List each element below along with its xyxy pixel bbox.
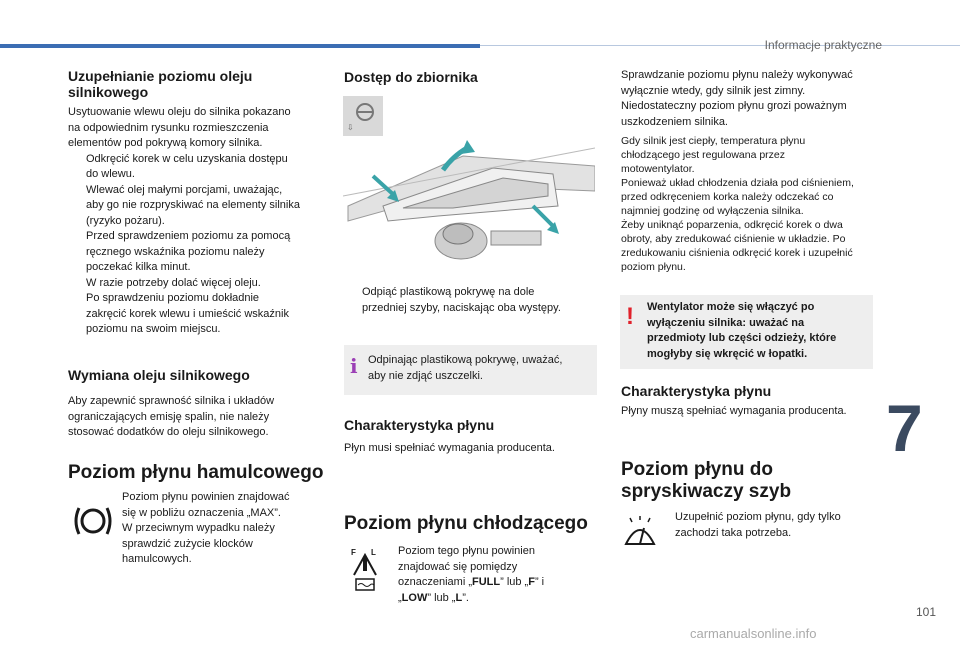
oil-change-text: Aby zapewnić sprawność silnika i układów ograniczających emisję spalin, nie należy stosować dodatków do oleju silnikowego. <box>68 395 275 438</box>
oil-change-title: Wymiana oleju silnikowego <box>68 367 250 383</box>
tank-access-step <box>344 285 594 316</box>
brake-warning-icon <box>72 502 114 540</box>
washer-title: Poziom płynu do spryskiwaczy szyb <box>621 459 792 502</box>
list-item: Przed sprawdzeniem poziomu za pomocą ręcznego wskaźnika poziomu należy poczekać kilka minut. <box>86 230 291 273</box>
warning-box <box>620 295 873 369</box>
wiper-cowl-illustration <box>343 96 595 266</box>
oil-level-section <box>68 68 328 338</box>
washer-fluid-icon <box>622 514 658 550</box>
page-number: 101 <box>916 605 937 619</box>
warning-text: Wentylator może się włączyć po wyłączeniu silnika: uważać na przedmioty lub części odzieży, które mogłyby się wkręcić w łopatki. <box>647 301 837 360</box>
coolant-text: Poziom tego płynu powinien znajdować się pomiędzy oznaczeniami „FULL” lub „F” i „LOW” lub „L”. <box>398 545 545 604</box>
tank-access-title: Dostęp do zbiornika <box>344 69 478 85</box>
fluid-spec-mid-title: Charakterystyka płynu <box>344 417 495 433</box>
oil-level-title: Uzupełnianie poziomu oleju silnikowego <box>68 68 253 100</box>
brake-fluid-title: Poziom płynu hamulcowego <box>68 462 324 483</box>
oil-level-intro: Usytuowanie wlewu oleju do silnika pokazano na odpowiednim rysunku rozmieszczenia elementów pod pokrywą komory silnika. <box>68 106 291 149</box>
coolant-temperature-icon <box>350 545 380 593</box>
coolant-hot-engine-paragraph: Gdy silnik jest ciepły, temperatura płynu chłodzącego jest regulowana przez motowentylator. Ponieważ układ chłodzenia działa pod ciśnieniem, przed odkręceniem korka należy odczekać co najmniej godzinę od wyłączenia silnika. Żeby uniknąć poparzenia, odkręcić korek o dwa obroty, aby zredukować ciśnienie w układzie. Po zredukowaniu ciśnienia odkręcić korek i uzupełnić poziom płynu. <box>621 135 854 273</box>
svg-text:F: F <box>351 548 356 557</box>
header-title: Informacje praktyczne <box>764 38 882 52</box>
coolant-check-paragraph: Sprawdzanie poziomu płynu należy wykonywać wyłącznie wtedy, gdy silnik jest zimny. Niedostateczny poziom płynu grozi poważnym uszkodzeniem silnika. <box>621 69 853 128</box>
svg-text:L: L <box>371 548 376 557</box>
oil-change-section <box>68 367 328 441</box>
washer-text: Uzupełnić poziom płynu, gdy tylko zachodzi taka potrzeba. <box>675 511 841 539</box>
watermark: carmanualsonline.info <box>690 626 817 641</box>
header-rule <box>480 45 960 46</box>
brake-fluid-text: Poziom płynu powinien znajdować się w pobliżu oznaczenia „MAX”. W przeciwnym wypadku należy sprawdzić zużycie klocków hamulcowych. <box>122 491 290 565</box>
fluid-spec-right-title: Charakterystyka płynu <box>621 383 772 399</box>
list-item: Odkręcić korek w celu uzyskania dostępu do wlewu. <box>86 152 288 180</box>
oil-level-steps <box>68 152 328 338</box>
info-note-box <box>344 345 597 395</box>
list-item: W razie potrzeby dolać więcej oleju. <box>86 276 261 289</box>
fluid-spec-right-text: Płyny muszą spełniać wymagania producenta. <box>621 405 847 417</box>
list-item: Po sprawdzeniu poziomu dokładnie zakręcić korek wlewu i umieścić wskaźnik poziomu na swoim miejscu. <box>86 292 289 335</box>
info-icon: i <box>350 354 358 378</box>
coolant-title: Poziom płynu chłodzącego <box>344 513 588 534</box>
info-note-text: Odpinając plastikową pokrywę, uważać, aby nie zdjąć uszczelki. <box>368 354 563 382</box>
list-item: Odpiąć plastikową pokrywę na dole przedniej szyby, naciskając oba występy. <box>362 286 561 314</box>
chapter-number: 7 <box>886 391 923 465</box>
list-item: Wlewać olej małymi porcjami, uważając, aby go nie rozpryskiwać na elementy silnika (ryzyko pożaru). <box>86 183 300 227</box>
header-accent-bar <box>0 44 480 48</box>
fluid-spec-mid-text: Płyn musi spełniać wymagania producenta. <box>344 442 555 454</box>
svg-text:⇩: ⇩ <box>347 123 354 132</box>
warning-icon: ! <box>626 303 634 330</box>
